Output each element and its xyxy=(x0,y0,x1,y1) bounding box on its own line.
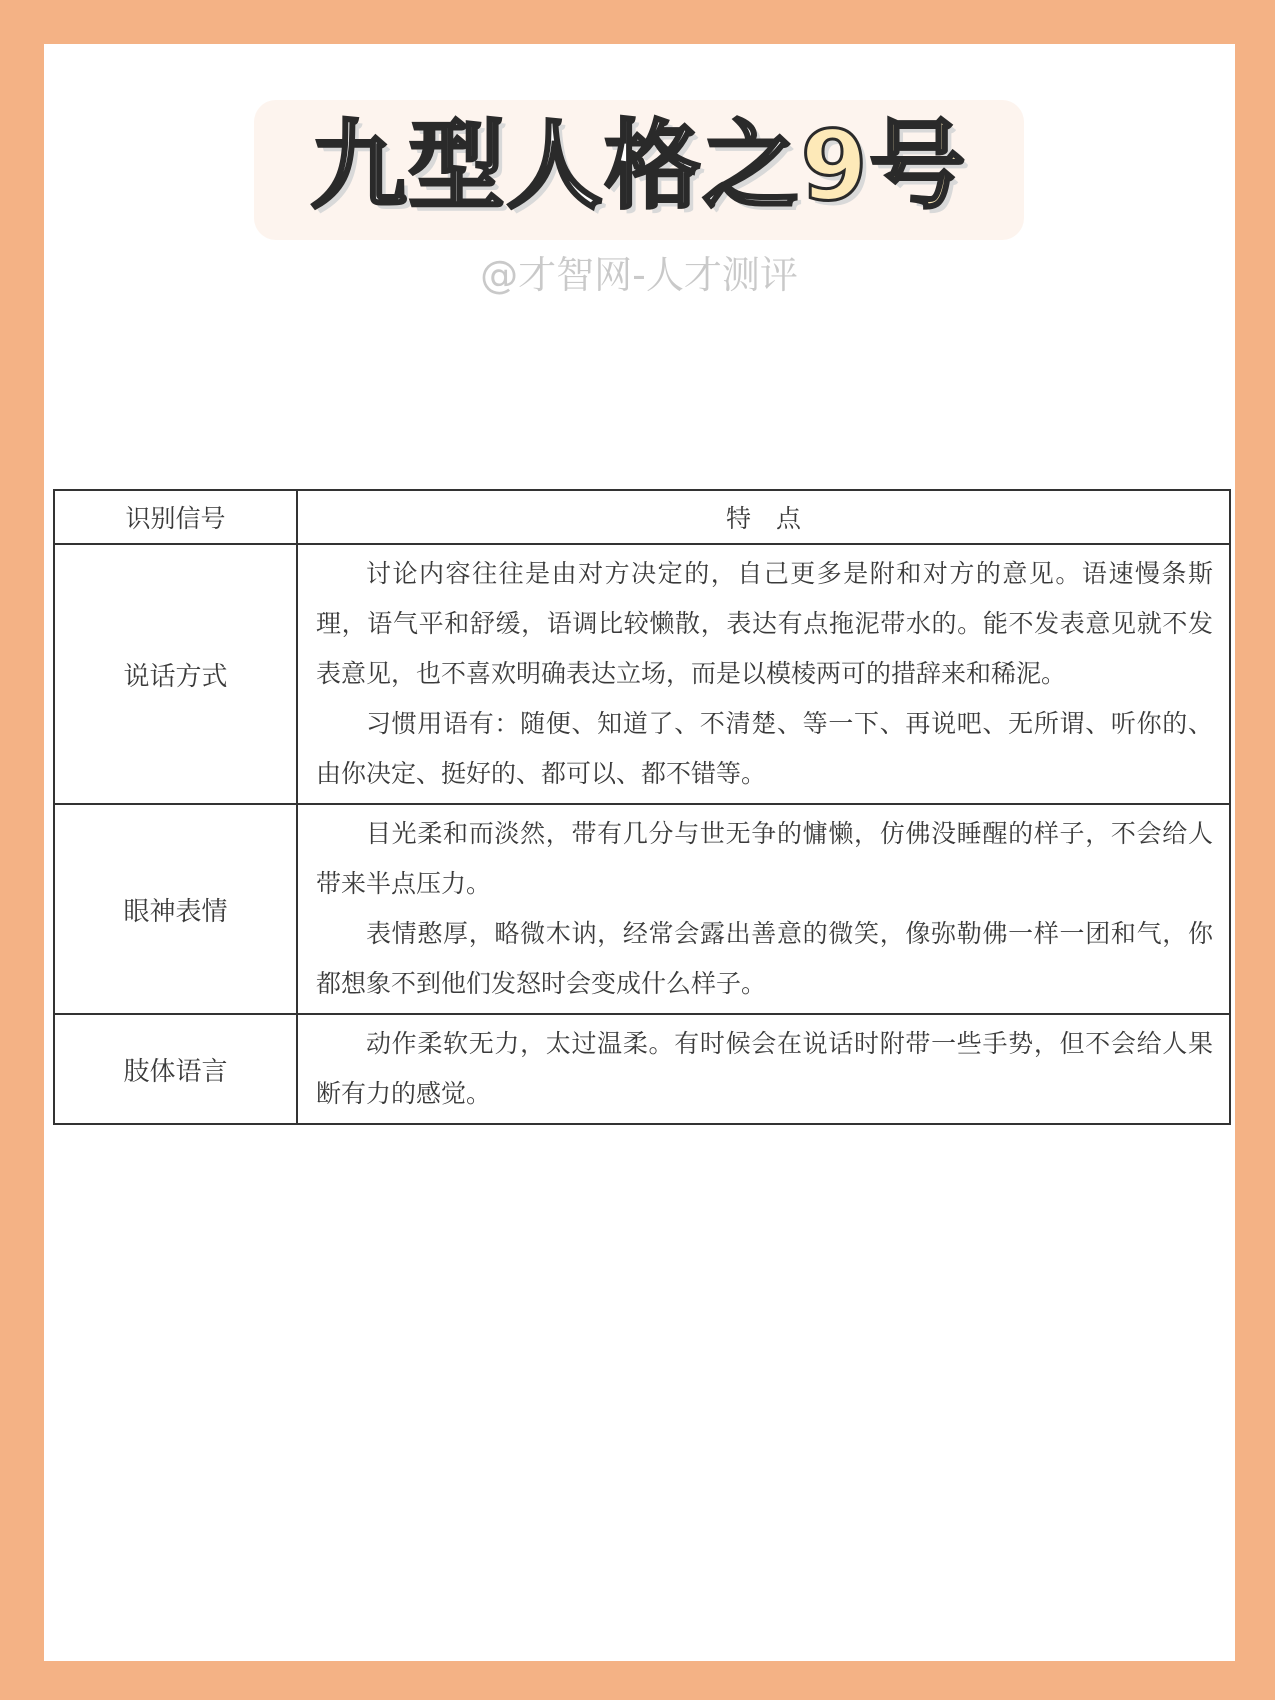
watermark-subtitle: @才智网-人才测评 xyxy=(480,253,798,297)
header-signal: 识别信号 xyxy=(54,490,297,544)
page-title xyxy=(254,96,1024,236)
desc-paragraph: 习惯用语有：随便、知道了、不清楚、等一下、再说吧、无所谓、听你的、由你决定、挺好的、都可以、都不错等。 xyxy=(316,709,1213,788)
table-row xyxy=(54,544,1230,804)
desc-paragraph: 讨论内容往往是由对方决定的，自己更多是附和对方的意见。语速慢条斯理，语气平和舒缓，语调比较懒散，表达有点拖泥带水的。能不发表意见就不发表意见，也不喜欢明确表达立场，而是以模棱两可的措辞来和稀泥。 xyxy=(316,559,1213,688)
row-label-expression: 眼神表情 xyxy=(54,804,297,1014)
row-label-body: 肢体语言 xyxy=(54,1014,297,1124)
row-label-speech: 说话方式 xyxy=(54,544,297,804)
desc-paragraph: 表情憨厚，略微木讷，经常会露出善意的微笑，像弥勒佛一样一团和气，你都想象不到他们发怒时会变成什么样子。 xyxy=(316,919,1213,998)
title-number: 9号 xyxy=(800,110,968,222)
row-desc-body xyxy=(297,1014,1230,1124)
table-row xyxy=(54,1014,1230,1124)
row-desc-speech xyxy=(297,544,1230,804)
table-row xyxy=(54,804,1230,1014)
desc-paragraph: 动作柔软无力，太过温柔。有时候会在说话时附带一些手势，但不会给人果断有力的感觉。 xyxy=(316,1029,1213,1108)
row-desc-expression xyxy=(297,804,1230,1014)
content-card xyxy=(44,44,1235,1661)
desc-paragraph: 目光柔和而淡然，带有几分与世无争的慵懒，仿佛没睡醒的样子，不会给人带来半点压力。 xyxy=(316,819,1213,898)
title-main: 九型人格之 xyxy=(310,110,801,222)
table-header-row xyxy=(54,490,1230,544)
signals-table xyxy=(53,489,1231,1125)
header-features: 特 点 xyxy=(297,490,1230,544)
